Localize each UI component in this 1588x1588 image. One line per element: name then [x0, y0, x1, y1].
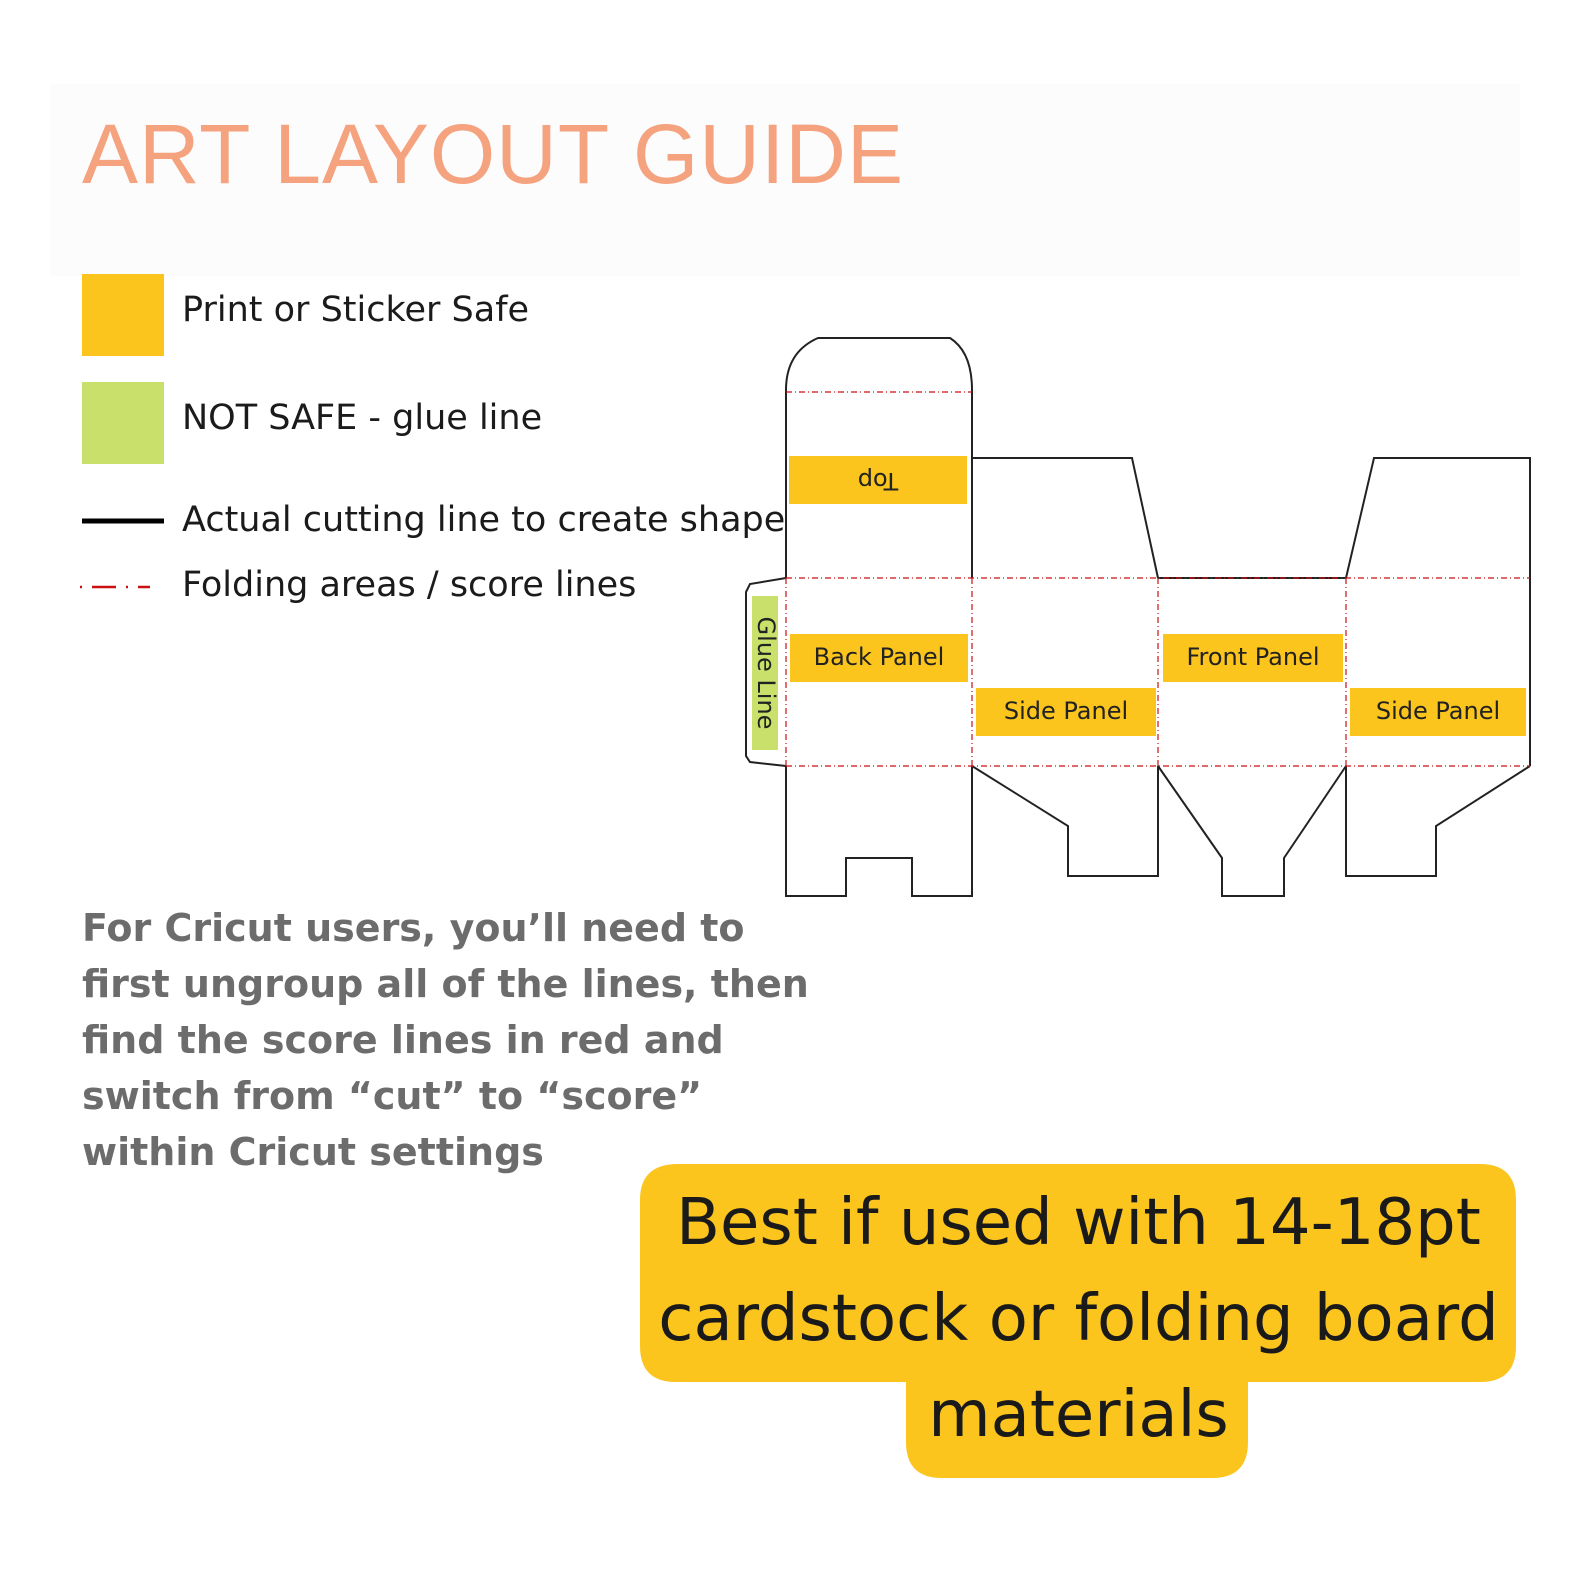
- legend-print-safe-label: Print or Sticker Safe: [182, 290, 530, 330]
- back-panel-label: Back Panel: [813, 643, 945, 671]
- glue-line-label: Glue Line: [752, 616, 780, 730]
- instruction-line: switch from “cut” to “score”: [82, 1074, 703, 1118]
- instruction-line: first ungroup all of the lines, then: [82, 962, 809, 1006]
- legend-score-label: Folding areas / score lines: [182, 565, 637, 605]
- side-panel-2-label: Side Panel: [1375, 697, 1501, 725]
- page-title: ART LAYOUT GUIDE: [82, 107, 904, 201]
- instruction-line: For Cricut users, you’ll need to: [82, 906, 745, 950]
- instruction-line: find the score lines in red and: [82, 1018, 724, 1062]
- top-label: Top: [857, 467, 899, 495]
- legend-glue-label: NOT SAFE - glue line: [182, 398, 543, 438]
- side-panel-1-label: Side Panel: [1003, 697, 1129, 725]
- front-panel-label: Front Panel: [1186, 643, 1320, 671]
- callout-line-1: Best if used with 14-18pt: [676, 1186, 1481, 1260]
- legend-cut-label: Actual cutting line to create shape: [182, 500, 786, 540]
- instruction-line: within Cricut settings: [82, 1130, 544, 1174]
- callout-line-3: materials: [928, 1378, 1229, 1452]
- callout-line-2: cardstock or folding board: [658, 1282, 1499, 1356]
